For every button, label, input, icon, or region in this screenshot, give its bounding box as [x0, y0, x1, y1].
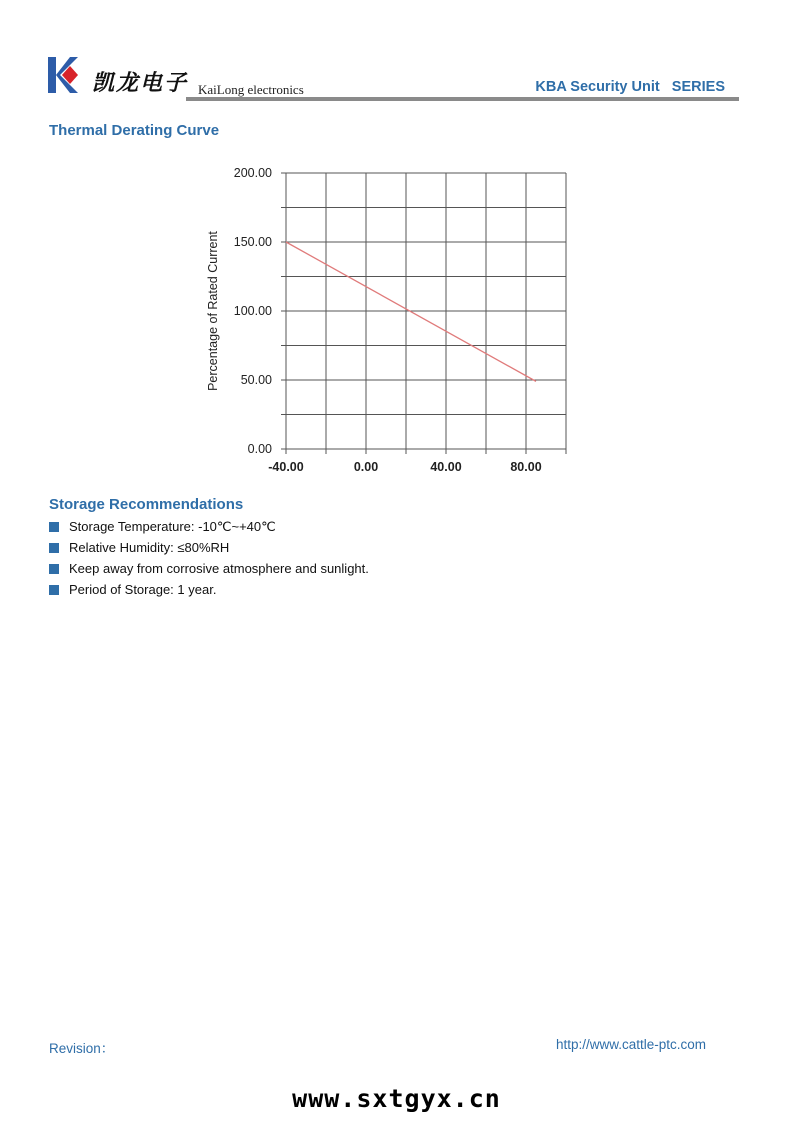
list-item	[49, 516, 369, 537]
x-tick-label: 0.00	[353, 460, 379, 474]
y-tick-label: 0.00	[247, 442, 272, 456]
logo-bar	[48, 57, 56, 93]
y-axis-label: Percentage of Rated Current	[206, 231, 220, 391]
list-item	[49, 558, 369, 579]
storage-item-text: Storage Temperature: -10℃~+40℃	[69, 519, 276, 534]
company-name-en: KaiLong electronics	[198, 82, 304, 97]
x-tick-label: 40.00	[430, 460, 462, 474]
bullet-square-icon	[49, 564, 59, 574]
y-tick-label: 200.00	[233, 166, 272, 180]
derating-section-title: Thermal Derating Curve	[49, 122, 220, 139]
y-tick-label: 150.00	[233, 235, 272, 249]
revision-label: Revision：	[49, 1041, 115, 1056]
list-item	[49, 537, 369, 558]
y-tick-label: 100.00	[233, 304, 272, 318]
x-tick-label: -40.00	[268, 460, 304, 474]
storage-list	[49, 516, 369, 600]
header-divider	[186, 97, 739, 101]
x-tick-label: 80.00	[510, 460, 542, 474]
bullet-square-icon	[49, 543, 59, 553]
bullet-square-icon	[49, 585, 59, 595]
y-tick-label: 50.00	[240, 373, 272, 387]
storage-section-title: Storage Recommendations	[49, 496, 244, 513]
storage-item-text: Period of Storage: 1 year.	[69, 582, 217, 597]
company-name-cn: 凯龙电子	[92, 70, 189, 96]
list-item	[49, 579, 369, 600]
website-link[interactable]: http://www.cattle-ptc.com	[555, 1037, 706, 1052]
bullet-square-icon	[49, 522, 59, 532]
derating-chart	[195, 160, 585, 480]
watermark-url: www.sxtgyx.cn	[292, 1084, 501, 1113]
company-logo	[48, 57, 78, 93]
storage-item-text: Relative Humidity: ≤80%RH	[69, 540, 230, 555]
storage-item-text: Keep away from corrosive atmosphere and sunlight.	[69, 561, 369, 576]
series-title: KBA Security Unit SERIES	[535, 79, 725, 95]
derating-series-line	[286, 242, 536, 381]
